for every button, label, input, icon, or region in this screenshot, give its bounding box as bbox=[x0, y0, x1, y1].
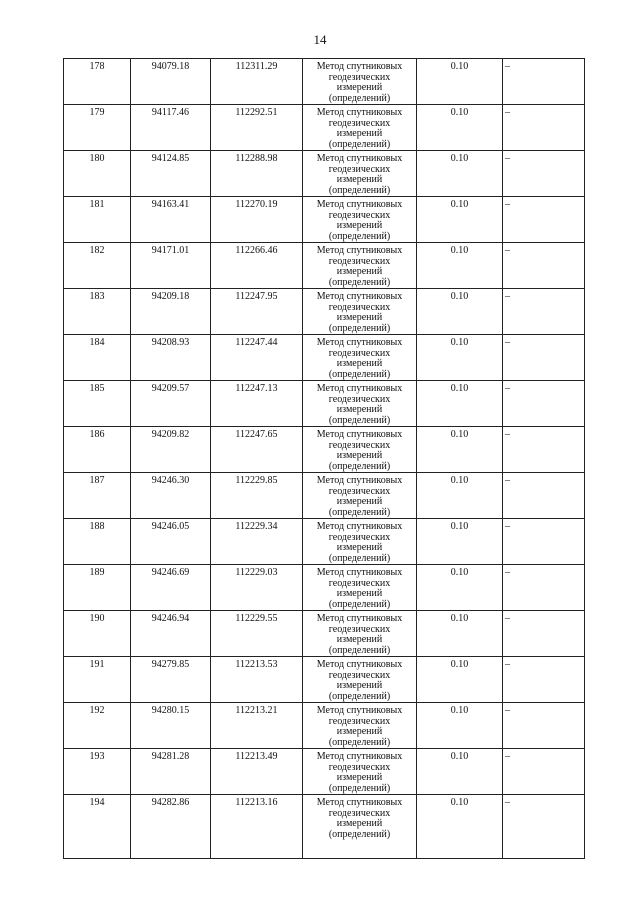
table-row bbox=[64, 749, 585, 795]
extra-cell: – bbox=[503, 381, 585, 427]
method-cell: Метод спутниковых геодезических измерений (определений) bbox=[303, 749, 417, 795]
extra-cell: – bbox=[503, 519, 585, 565]
accuracy-cell: 0.10 bbox=[417, 59, 503, 105]
method-cell: Метод спутниковых геодезических измерений (определений) bbox=[303, 289, 417, 335]
point-number-cell: 186 bbox=[64, 427, 131, 473]
table-row bbox=[64, 703, 585, 749]
accuracy-cell: 0.10 bbox=[417, 197, 503, 243]
accuracy-cell: 0.10 bbox=[417, 243, 503, 289]
accuracy-cell: 0.10 bbox=[417, 335, 503, 381]
page-number: 14 bbox=[313, 32, 327, 47]
point-number-cell: 194 bbox=[64, 795, 131, 859]
x-coordinate-cell: 94209.57 bbox=[131, 381, 211, 427]
extra-cell: – bbox=[503, 151, 585, 197]
extra-cell: – bbox=[503, 749, 585, 795]
y-coordinate-cell: 112213.16 bbox=[211, 795, 303, 859]
accuracy-cell: 0.10 bbox=[417, 795, 503, 859]
point-number-cell: 184 bbox=[64, 335, 131, 381]
accuracy-cell: 0.10 bbox=[417, 565, 503, 611]
y-coordinate-cell: 112288.98 bbox=[211, 151, 303, 197]
y-coordinate-cell: 112229.85 bbox=[211, 473, 303, 519]
point-number-cell: 190 bbox=[64, 611, 131, 657]
method-cell: Метод спутниковых геодезических измерений (определений) bbox=[303, 795, 417, 859]
table-row bbox=[64, 59, 585, 105]
accuracy-cell: 0.10 bbox=[417, 427, 503, 473]
x-coordinate-cell: 94246.94 bbox=[131, 611, 211, 657]
y-coordinate-cell: 112270.19 bbox=[211, 197, 303, 243]
x-coordinate-cell: 94171.01 bbox=[131, 243, 211, 289]
point-number-cell: 182 bbox=[64, 243, 131, 289]
method-cell: Метод спутниковых геодезических измерений (определений) bbox=[303, 105, 417, 151]
x-coordinate-cell: 94163.41 bbox=[131, 197, 211, 243]
x-coordinate-cell: 94246.69 bbox=[131, 565, 211, 611]
x-coordinate-cell: 94279.85 bbox=[131, 657, 211, 703]
extra-cell: – bbox=[503, 243, 585, 289]
table-row bbox=[64, 197, 585, 243]
y-coordinate-cell: 112213.21 bbox=[211, 703, 303, 749]
table-row bbox=[64, 335, 585, 381]
table-body bbox=[64, 59, 585, 859]
point-number-cell: 179 bbox=[64, 105, 131, 151]
x-coordinate-cell: 94208.93 bbox=[131, 335, 211, 381]
accuracy-cell: 0.10 bbox=[417, 473, 503, 519]
method-cell: Метод спутниковых геодезических измерений (определений) bbox=[303, 151, 417, 197]
coordinates-table bbox=[63, 58, 585, 859]
x-coordinate-cell: 94209.18 bbox=[131, 289, 211, 335]
accuracy-cell: 0.10 bbox=[417, 151, 503, 197]
table-row bbox=[64, 473, 585, 519]
point-number-cell: 183 bbox=[64, 289, 131, 335]
method-cell: Метод спутниковых геодезических измерений (определений) bbox=[303, 519, 417, 565]
extra-cell: – bbox=[503, 703, 585, 749]
point-number-cell: 189 bbox=[64, 565, 131, 611]
table-row bbox=[64, 657, 585, 703]
point-number-cell: 191 bbox=[64, 657, 131, 703]
method-cell: Метод спутниковых геодезических измерений (определений) bbox=[303, 703, 417, 749]
extra-cell: – bbox=[503, 197, 585, 243]
table-row bbox=[64, 105, 585, 151]
point-number-cell: 178 bbox=[64, 59, 131, 105]
x-coordinate-cell: 94209.82 bbox=[131, 427, 211, 473]
extra-cell: – bbox=[503, 105, 585, 151]
table-row bbox=[64, 611, 585, 657]
accuracy-cell: 0.10 bbox=[417, 381, 503, 427]
extra-cell: – bbox=[503, 289, 585, 335]
extra-cell: – bbox=[503, 611, 585, 657]
y-coordinate-cell: 112247.95 bbox=[211, 289, 303, 335]
accuracy-cell: 0.10 bbox=[417, 611, 503, 657]
x-coordinate-cell: 94280.15 bbox=[131, 703, 211, 749]
point-number-cell: 180 bbox=[64, 151, 131, 197]
point-number-cell: 181 bbox=[64, 197, 131, 243]
method-cell: Метод спутниковых геодезических измерений (определений) bbox=[303, 473, 417, 519]
y-coordinate-cell: 112266.46 bbox=[211, 243, 303, 289]
method-cell: Метод спутниковых геодезических измерений (определений) bbox=[303, 657, 417, 703]
table-row bbox=[64, 427, 585, 473]
extra-cell: – bbox=[503, 657, 585, 703]
y-coordinate-cell: 112229.55 bbox=[211, 611, 303, 657]
x-coordinate-cell: 94246.05 bbox=[131, 519, 211, 565]
accuracy-cell: 0.10 bbox=[417, 105, 503, 151]
table-row bbox=[64, 381, 585, 427]
method-cell: Метод спутниковых геодезических измерений (определений) bbox=[303, 197, 417, 243]
x-coordinate-cell: 94124.85 bbox=[131, 151, 211, 197]
accuracy-cell: 0.10 bbox=[417, 519, 503, 565]
accuracy-cell: 0.10 bbox=[417, 657, 503, 703]
x-coordinate-cell: 94281.28 bbox=[131, 749, 211, 795]
method-cell: Метод спутниковых геодезических измерений (определений) bbox=[303, 427, 417, 473]
accuracy-cell: 0.10 bbox=[417, 703, 503, 749]
x-coordinate-cell: 94246.30 bbox=[131, 473, 211, 519]
y-coordinate-cell: 112229.03 bbox=[211, 565, 303, 611]
point-number-cell: 187 bbox=[64, 473, 131, 519]
point-number-cell: 193 bbox=[64, 749, 131, 795]
method-cell: Метод спутниковых геодезических измерений (определений) bbox=[303, 243, 417, 289]
y-coordinate-cell: 112213.53 bbox=[211, 657, 303, 703]
y-coordinate-cell: 112229.34 bbox=[211, 519, 303, 565]
table-row bbox=[64, 289, 585, 335]
y-coordinate-cell: 112247.13 bbox=[211, 381, 303, 427]
extra-cell: – bbox=[503, 427, 585, 473]
extra-cell: – bbox=[503, 565, 585, 611]
x-coordinate-cell: 94079.18 bbox=[131, 59, 211, 105]
y-coordinate-cell: 112247.44 bbox=[211, 335, 303, 381]
extra-cell: – bbox=[503, 473, 585, 519]
y-coordinate-cell: 112292.51 bbox=[211, 105, 303, 151]
y-coordinate-cell: 112247.65 bbox=[211, 427, 303, 473]
method-cell: Метод спутниковых геодезических измерений (определений) bbox=[303, 381, 417, 427]
point-number-cell: 185 bbox=[64, 381, 131, 427]
extra-cell: – bbox=[503, 59, 585, 105]
accuracy-cell: 0.10 bbox=[417, 749, 503, 795]
table-row bbox=[64, 519, 585, 565]
point-number-cell: 188 bbox=[64, 519, 131, 565]
y-coordinate-cell: 112213.49 bbox=[211, 749, 303, 795]
table-row bbox=[64, 795, 585, 859]
extra-cell: – bbox=[503, 795, 585, 859]
table-row bbox=[64, 243, 585, 289]
method-cell: Метод спутниковых геодезических измерений (определений) bbox=[303, 611, 417, 657]
method-cell: Метод спутниковых геодезических измерений (определений) bbox=[303, 59, 417, 105]
point-number-cell: 192 bbox=[64, 703, 131, 749]
table-row bbox=[64, 565, 585, 611]
x-coordinate-cell: 94282.86 bbox=[131, 795, 211, 859]
x-coordinate-cell: 94117.46 bbox=[131, 105, 211, 151]
accuracy-cell: 0.10 bbox=[417, 289, 503, 335]
table-row bbox=[64, 151, 585, 197]
y-coordinate-cell: 112311.29 bbox=[211, 59, 303, 105]
method-cell: Метод спутниковых геодезических измерений (определений) bbox=[303, 565, 417, 611]
method-cell: Метод спутниковых геодезических измерений (определений) bbox=[303, 335, 417, 381]
extra-cell: – bbox=[503, 335, 585, 381]
